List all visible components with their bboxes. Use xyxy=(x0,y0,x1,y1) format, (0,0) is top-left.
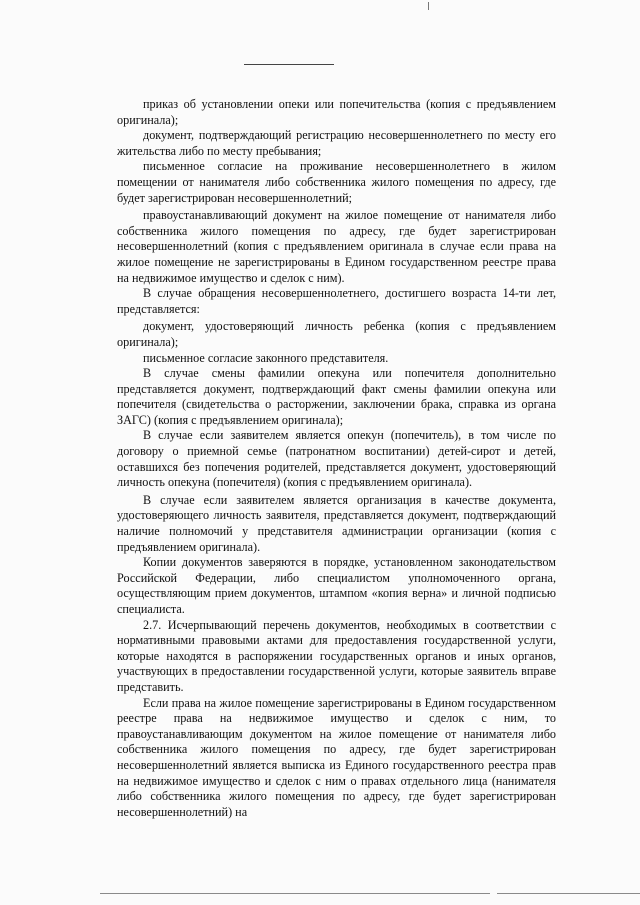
paragraph: 2.7. Исчерпывающий перечень документов, необходимых в соответствии с нормативными правовыми актами для предоставления государственной услуги, которые находятся в распоряжении государственных органов и иных органов, участвующих в предоставлении государственной услуги, которые заявитель вправе представить. xyxy=(117,617,556,694)
paragraph: приказ об установлении опеки или попечительства (копия с предъявлением оригинала); xyxy=(117,97,556,127)
document-body xyxy=(117,97,556,820)
footer-rule xyxy=(497,893,640,894)
paragraph: документ, подтверждающий регистрацию несовершеннолетнего по месту его жительства либо по месту пребывания; xyxy=(117,128,556,158)
paragraph: Если права на жилое помещение зарегистрированы в Едином государственном реестре права на недвижимое имущество и сделок с ним, то правоустанавливающим документом на жилое помещение от нанимателя либо собственника жилого помещения по адресу, где будет зарегистрирован несовершеннолетний является выписка из Единого государственного реестра прав на недвижимое имущество и сделок с ним о правах отдельного лица (нанимателя либо собственника жилого помещения по адресу, где будет зарегистрирован несовершеннолетний) на xyxy=(117,695,556,819)
paragraph: правоустанавливающий документ на жилое помещение от нанимателя либо собственника жилого помещения по адресу, где будет зарегистрирован несовершеннолетний (копия с предъявлением оригинала в случае если права на жилое помещение не зарегистрированы в Едином государственном реестре права на недвижимое имущество и сделок с ним). xyxy=(117,208,556,285)
scan-mark xyxy=(428,2,429,10)
paragraph: В случае если заявителем является опекун (попечитель), в том числе по договору о приемной семье (патронатном воспитании) детей-сирот и детей, оставшихся без попечения родителей, представляется документ, удостоверяющий личность опекуна (попечителя) (копия с предъявлением оригинала). xyxy=(117,428,556,490)
paragraph: письменное согласие на проживание несовершеннолетнего в жилом помещении от нанимателя либо собственника жилого помещения по адресу, где будет зарегистрирован несовершеннолетний; xyxy=(117,159,556,205)
paragraph: В случае смены фамилии опекуна или попечителя дополнительно представляется документ, подтверждающий факт смены фамилии опекуна или попечителя (свидетельства о расторжении, заключении брака, справка из органа ЗАГС) (копия с предъявлением оригинала); xyxy=(117,366,556,427)
paragraph: документ, удостоверяющий личность ребенка (копия с предъявлением оригинала); xyxy=(117,319,556,349)
header-rule xyxy=(244,64,334,65)
paragraph: письменное согласие законного представителя. xyxy=(143,350,389,365)
paragraph: В случае если заявителем является организация в качестве документа, удостоверяющего личность заявителя, представляется документ, подтверждающий наличие полномочий у представителя администрации организации (копия с предъявлением оригинала). xyxy=(117,492,556,554)
footer-rule xyxy=(100,893,490,894)
paragraph: В случае обращения несовершеннолетнего, достигшего возраста 14-ти лет, представляется: xyxy=(117,286,556,316)
paragraph: Копии документов заверяются в порядке, установленном законодательством Российской Федерации, либо специалистом уполномоченного органа, осуществляющим прием документов, штампом «копия верна» и личной подписью специалиста. xyxy=(117,555,556,616)
